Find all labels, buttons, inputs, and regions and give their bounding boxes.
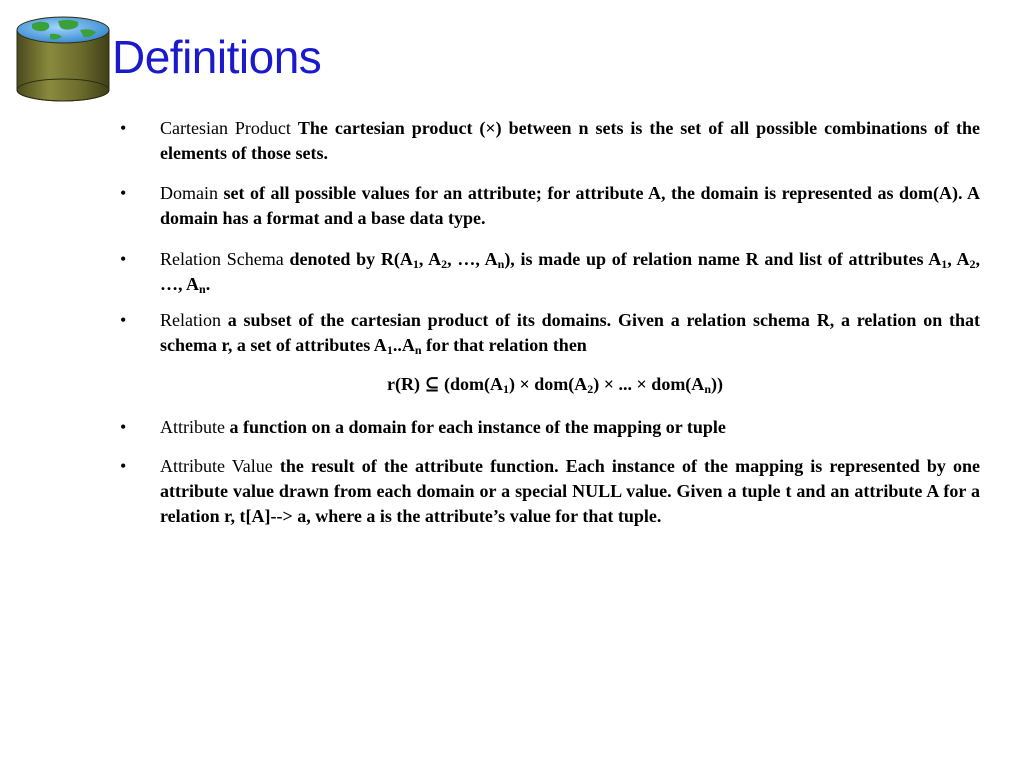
list-item bbox=[120, 181, 980, 231]
bullet: • bbox=[120, 456, 127, 476]
list-item bbox=[120, 308, 980, 397]
term-label: Attribute Value bbox=[160, 456, 280, 476]
term-label: Relation bbox=[160, 310, 228, 330]
definition-text: denoted by $R(A_1$, $A_2$, …, $A_n$), is made up of relation name R and list of attributes $A_1$, $A_2$, …, $A_n$. bbox=[160, 249, 980, 296]
definitions-list bbox=[120, 116, 980, 529]
relation-formula: r(R) ⊆ ($dom(A_1) \times dom(A_2)$ × ... × $dom(A_n)$) bbox=[386, 374, 723, 396]
bullet: • bbox=[120, 118, 127, 138]
list-item bbox=[120, 454, 980, 529]
definition-text: set of all possible values for an attribute; for attribute A, the domain is represented as dom(A). A domain has a format and a base data type. bbox=[160, 183, 980, 228]
term-label: Domain bbox=[160, 183, 224, 203]
list-item bbox=[120, 116, 980, 166]
list-item bbox=[120, 247, 980, 297]
term-label: Attribute bbox=[160, 417, 230, 437]
bullet: • bbox=[120, 249, 127, 269]
definition-text: a subset of the cartesian product of its domains. Given a relation schema R, a relation on that schema r, a set of attributes $A_1..A_n$ for that relation then bbox=[160, 310, 980, 357]
list-item bbox=[120, 415, 980, 440]
term-label: Relation Schema bbox=[160, 249, 290, 269]
bullet: • bbox=[120, 183, 127, 203]
slide-title: Definitions bbox=[112, 31, 322, 83]
bullet: • bbox=[120, 417, 127, 437]
bullet: • bbox=[120, 310, 127, 330]
definition-text: The cartesian product (×) between n sets is the set of all possible combinations of the elements of those sets. bbox=[160, 118, 980, 163]
definition-text: a function on a domain for each instance of the mapping or tuple bbox=[229, 417, 726, 437]
definition-text: the result of the attribute function. Each instance of the mapping is represented by one attribute value drawn from each domain or a special NULL value. Given a tuple t and an attribute A for a relation r, t[A]--> a, where a is the attribute’s value for that tuple. bbox=[160, 456, 980, 526]
term-label: Cartesian Product bbox=[160, 118, 298, 138]
database-globe-logo-icon bbox=[14, 14, 112, 104]
